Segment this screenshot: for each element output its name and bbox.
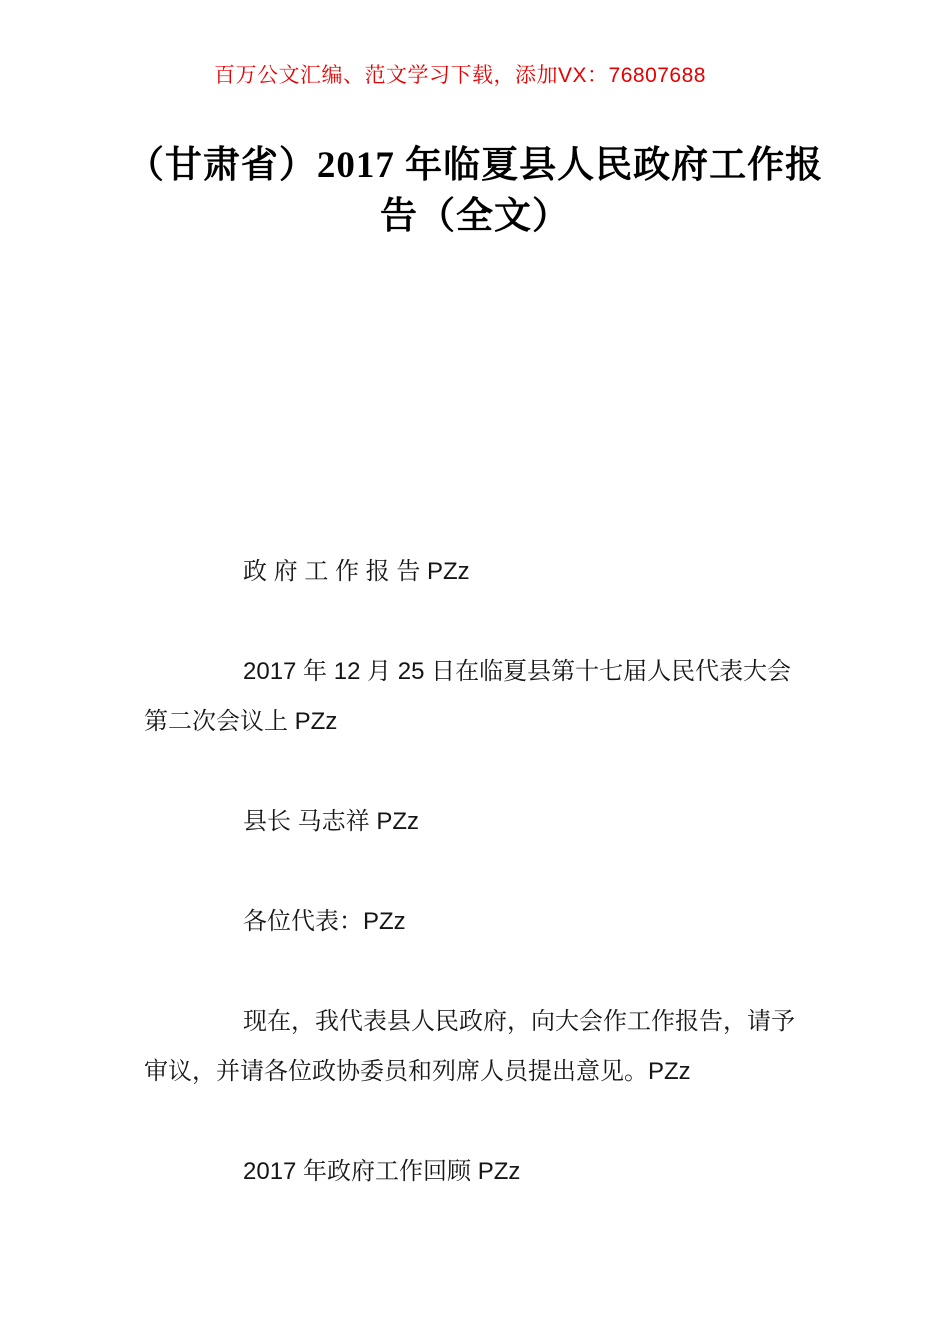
paragraph-report-heading: 政 府 工 作 报 告 PZz — [243, 558, 470, 585]
document-body — [144, 547, 806, 1247]
promo-banner-text: 百万公文汇编、范文学习下载，添加VX：76807688 — [214, 64, 706, 87]
paragraph-opening-statement: 现在，我代表县人民政府，向大会作工作报告，请予审议，并请各位政协委员和列席人员提出意见。PZz — [144, 1008, 795, 1085]
paragraph-speaker: 县长 马志祥 PZz — [243, 808, 420, 835]
document-title — [125, 140, 825, 242]
document-title-line-1: （甘肃省）2017 年临夏县人民政府工作报 — [126, 145, 824, 186]
paragraph-session-info: 2017 年 12 月 25 日在临夏县第十七届人民代表大会第二次会议上 PZz — [144, 658, 792, 735]
document-title-line-2: 告（全文） — [380, 196, 570, 237]
paragraph-section-heading: 2017 年政府工作回顾 PZz — [243, 1158, 521, 1185]
paragraph-salutation: 各位代表：PZz — [243, 908, 406, 935]
